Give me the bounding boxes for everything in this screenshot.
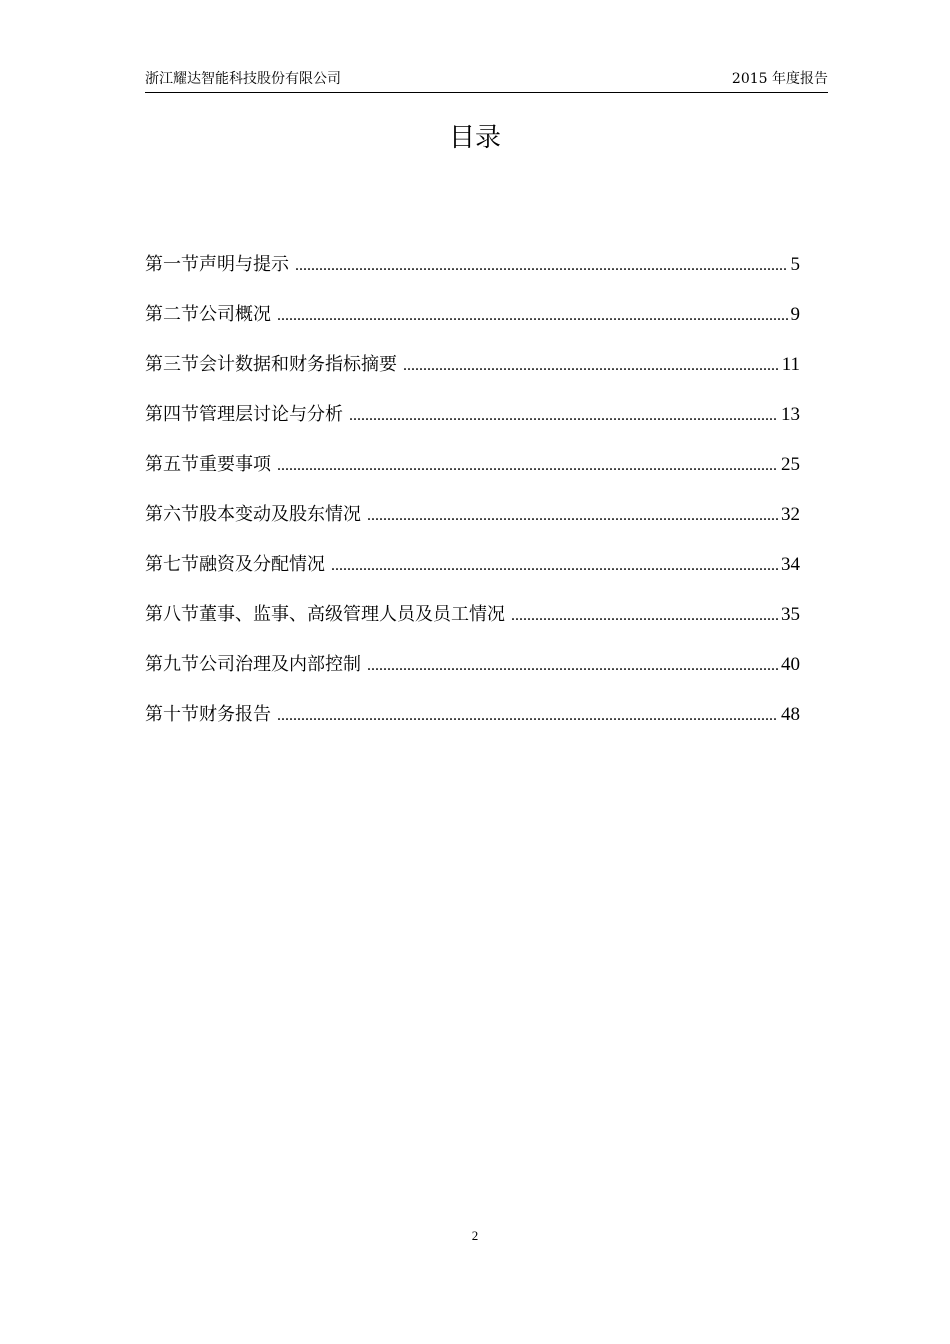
toc-dot-leader [277,301,788,331]
toc-entry-page: 25 [781,454,800,475]
toc-entry[interactable] [145,500,800,550]
header-report-title: 2015 年度报告 [731,71,828,87]
toc-entry-label: 第七节融资及分配情况 [145,554,325,575]
toc-entry-page: 35 [781,604,800,625]
toc-entry-page: 5 [790,254,800,275]
toc-entry-label: 第三节会计数据和财务指标摘要 [145,354,397,375]
toc-entry[interactable] [145,650,800,700]
toc-entry-page: 13 [781,404,800,425]
toc-entry[interactable] [145,600,800,650]
page-header [145,70,828,93]
toc-entry-label: 第四节管理层讨论与分析 [145,404,343,425]
toc-dot-leader [349,401,778,431]
toc-dot-leader [367,651,778,681]
toc-entry[interactable] [145,550,800,600]
toc-dot-leader [331,551,778,581]
toc-entry-label: 第一节声明与提示 [145,254,289,275]
toc-dot-leader [367,501,778,531]
toc-dot-leader [295,251,788,281]
toc-entry-label: 第五节重要事项 [145,454,271,475]
toc-entry[interactable] [145,700,800,750]
toc-title: 目录 [448,123,501,153]
toc-dot-leader [511,601,778,631]
toc-entry-label: 第二节公司概况 [145,304,271,325]
toc-entry-page: 11 [781,354,800,375]
toc-entry[interactable] [145,350,800,400]
toc-entry-page: 48 [781,704,800,725]
toc-entry[interactable] [145,400,800,450]
toc-entry[interactable] [145,300,800,350]
toc-entry-page: 32 [781,504,800,525]
toc-dot-leader [277,701,778,731]
toc-entry-label: 第十节财务报告 [145,704,271,725]
toc-entry[interactable] [145,450,800,500]
toc-entry-label: 第九节公司治理及内部控制 [145,654,361,675]
toc-entry-page: 40 [781,654,800,675]
toc-entry[interactable] [145,250,800,300]
toc-entry-label: 第六节股本变动及股东情况 [145,504,361,525]
page-number: 2 [471,1228,479,1243]
toc-dot-leader [277,451,778,481]
toc-entry-page: 34 [781,554,800,575]
header-company-name: 浙江耀达智能科技股份有限公司 [145,71,341,87]
toc-entry-label: 第八节董事、监事、高级管理人员及员工情况 [145,604,505,625]
toc-dot-leader [403,351,779,381]
toc-entry-page: 9 [790,304,800,325]
table-of-contents [145,250,800,750]
